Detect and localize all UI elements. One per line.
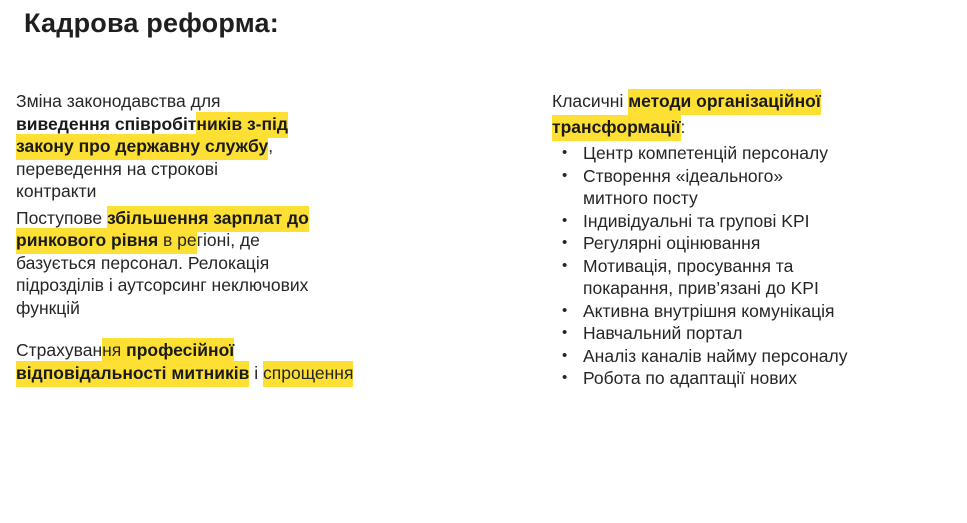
highlight: збільшення зарплат до [107,206,309,232]
paragraph-3-line-2: відповідальності митників і спрощення [16,362,486,385]
bullet-icon: • [562,234,568,251]
methods-heading-line-1: Класичні методи організаційної [552,90,967,116]
highlight: відповідальності митників [16,361,249,387]
list-item: • Регулярні оцінювання [562,233,761,253]
list-item: • Створення «ідеального» митного посту [562,165,784,208]
highlight: методи організаційної [628,89,821,115]
bullet-icon: • [562,369,568,386]
paragraph-1-line-2: виведення співробітників з-під [16,113,486,136]
bullet-icon: • [562,256,568,274]
list-item: • Аналіз каналів найму персоналу [562,345,848,366]
list-item: • Індивідуальні та групові KPI [562,210,810,231]
right-column [552,90,967,390]
bullet-icon: • [562,346,568,364]
paragraph-2-line-3: базується персонал. Релокація [16,252,270,273]
slide-title: Кадрова реформа: [24,8,279,38]
bullet-icon: • [562,211,568,229]
paragraph-2-line-2: ринкового рівня в регіоні, де [16,229,486,252]
paragraph-3-line-1: Страхування професійної [16,339,486,362]
highlight: трансформації [552,115,681,141]
highlight: професійної [126,338,234,364]
left-column [16,90,486,384]
paragraph-2-line-1: Поступове збільшення зарплат до [16,207,486,230]
paragraph-1-line-4: переведення на строкові [16,158,218,179]
highlight: ників з-під [196,112,288,138]
highlight: закону про державну службу [16,134,268,160]
paragraph-1-line-5: контракти [16,181,97,201]
highlight: ринкового рівня [16,228,158,254]
methods-heading-line-2: трансформації: [552,116,967,142]
bullet-icon: • [562,301,568,319]
paragraph-1-line-3: закону про державну службу, [16,135,486,158]
methods-list [552,142,967,390]
paragraph-2-line-4: підрозділів і аутсорсинг неключових [16,275,309,295]
bullet-icon: • [562,166,568,184]
bullet-icon: • [562,144,568,161]
list-item: • Робота по адаптації нових [562,368,798,388]
bullet-icon: • [562,324,568,341]
list-item: • Навчальний портал [562,323,743,343]
paragraph-1-line-1: Зміна законодавства для [16,91,221,111]
list-item: • Мотивація, просування та покарання, прив’язані до KPI [562,255,819,298]
list-item: • Центр компетенцій персоналу [562,143,828,163]
paragraph-2-line-5: функцій [16,297,80,318]
list-item: • Активна внутрішня комунікація [562,300,835,321]
